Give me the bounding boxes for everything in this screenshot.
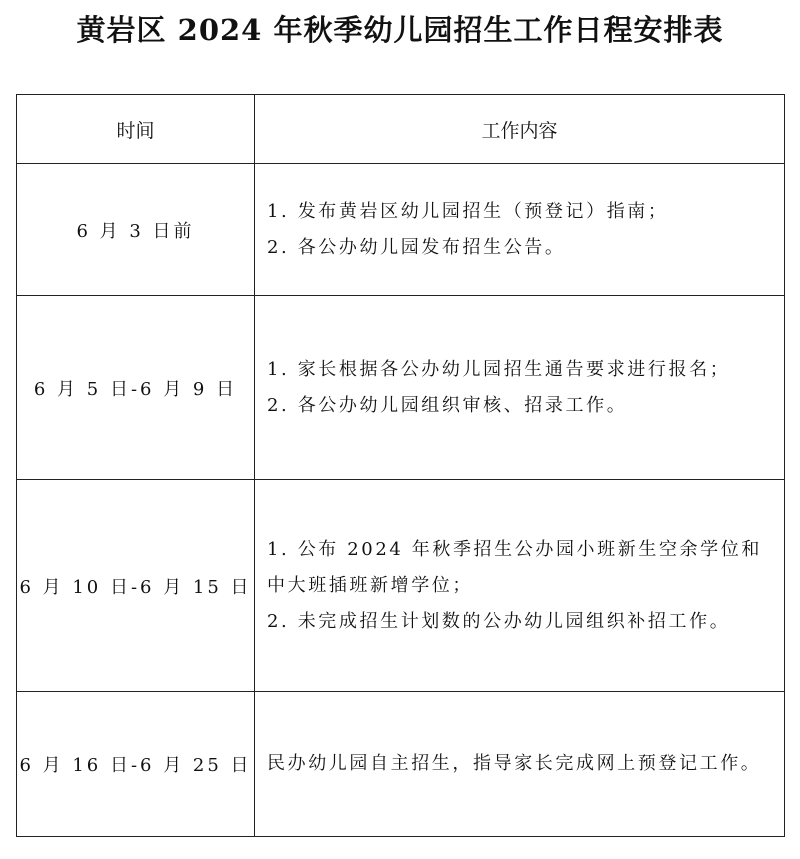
- content-item: 2. 各公办幼儿园发布招生公告。: [267, 236, 566, 258]
- content-item: 1. 公布 2024 年秋季招生公办园小班新生空余学位和中大班插班新增学位；: [267, 538, 762, 596]
- header-time: 时间: [17, 95, 255, 164]
- content-cell: [255, 296, 785, 480]
- table-header-row: [17, 95, 785, 164]
- table-row: [17, 296, 785, 480]
- time-cell: 6 月 16 日-6 月 25 日: [17, 692, 255, 837]
- table-row: [17, 480, 785, 692]
- content-cell: [255, 692, 785, 837]
- schedule-table: [16, 94, 785, 837]
- time-cell: 6 月 5 日-6 月 9 日: [17, 296, 255, 480]
- time-cell: 6 月 3 日前: [17, 164, 255, 296]
- content-item: 1. 家长根据各公办幼儿园招生通告要求进行报名；: [267, 358, 731, 380]
- content-cell: [255, 164, 785, 296]
- header-content: 工作内容: [255, 95, 785, 164]
- page-title: 黄岩区 2024 年秋季幼儿园招生工作日程安排表: [76, 13, 724, 47]
- table-row: [17, 164, 785, 296]
- content-item: 2. 未完成招生计划数的公办幼儿园组织补招工作。: [267, 610, 731, 632]
- content-item: 民办幼儿园自主招生，指导家长完成网上预登记工作。: [267, 753, 762, 774]
- content-item: 2. 各公办幼儿园组织审核、招录工作。: [267, 394, 628, 416]
- time-cell: 6 月 10 日-6 月 15 日: [17, 480, 255, 692]
- content-cell: [255, 480, 785, 692]
- content-item: 1. 发布黄岩区幼儿园招生（预登记）指南；: [267, 200, 669, 222]
- table-row: [17, 692, 785, 837]
